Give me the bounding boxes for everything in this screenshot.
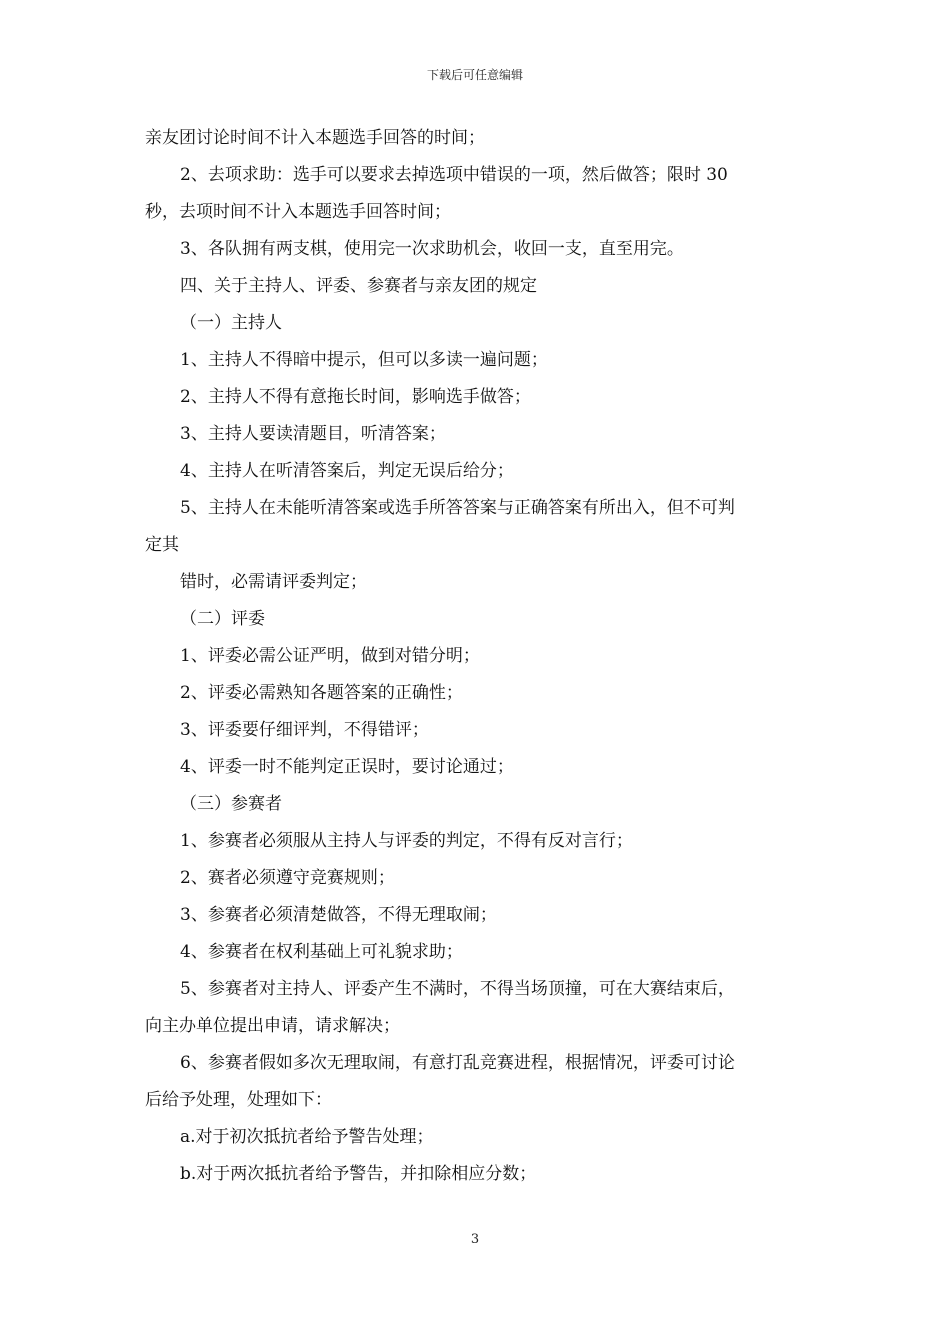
paragraph-line: 1、参赛者必须服从主持人与评委的判定，不得有反对言行； — [180, 831, 633, 851]
paragraph-line: 6、参赛者假如多次无理取闹，有意打乱竞赛进程，根据情况，评委可讨论 — [180, 1053, 735, 1073]
paragraph-line: 1、主持人不得暗中提示，但可以多读一遍问题； — [180, 350, 548, 370]
page-header: 下载后可任意编辑 — [426, 68, 523, 82]
paragraph-line: 2、赛者必须遵守竞赛规则； — [180, 868, 395, 888]
subsection-heading: （二）评委 — [180, 609, 265, 629]
paragraph-line: 2、主持人不得有意拖长时间，影响选手做答； — [180, 387, 531, 407]
paragraph-line: 向主办单位提出申请，请求解决； — [145, 1016, 400, 1036]
paragraph-line: 4、评委一时不能判定正误时，要讨论通过； — [180, 757, 514, 777]
paragraph-line: 3、各队拥有两支棋，使用完一次求助机会，收回一支，直至用完。 — [180, 239, 684, 259]
paragraph-line: b.对于两次抵抗者给予警告，并扣除相应分数； — [180, 1164, 537, 1184]
paragraph-line: a.对于初次抵抗者给予警告处理； — [180, 1127, 434, 1147]
paragraph-line: 1、评委必需公证严明，做到对错分明； — [180, 646, 480, 666]
page-number: 3 — [470, 1232, 480, 1247]
paragraph-line: 5、主持人在未能听清答案或选手所答答案与正确答案有所出入，但不可判 — [180, 498, 735, 518]
paragraph-line: 4、参赛者在权利基础上可礼貌求助； — [180, 942, 463, 962]
subsection-heading: （一）主持人 — [180, 313, 282, 333]
paragraph-line: 3、参赛者必须清楚做答，不得无理取闹； — [180, 905, 497, 925]
paragraph-line: 后给予处理，处理如下： — [145, 1090, 332, 1110]
paragraph-line: 错时，必需请评委判定； — [180, 572, 367, 592]
paragraph-line: 定其 — [145, 535, 179, 555]
section-heading: 四、关于主持人、评委、参赛者与亲友团的规定 — [180, 276, 537, 296]
paragraph-line: 4、主持人在听清答案后，判定无误后给分； — [180, 461, 514, 481]
paragraph-line: 2、评委必需熟知各题答案的正确性； — [180, 683, 463, 703]
paragraph-line: 3、评委要仔细评判，不得错评； — [180, 720, 429, 740]
paragraph-line: 3、主持人要读清题目，听清答案； — [180, 424, 446, 444]
paragraph-line: 2、去项求助：选手可以要求去掉选项中错误的一项，然后做答；限时 30 — [180, 165, 728, 185]
subsection-heading: （三）参赛者 — [180, 794, 282, 814]
paragraph-line: 5、参赛者对主持人、评委产生不满时，不得当场顶撞，可在大赛结束后， — [180, 979, 735, 999]
paragraph-line: 亲友团讨论时间不计入本题选手回答的时间； — [145, 128, 485, 148]
paragraph-line: 秒，去项时间不计入本题选手回答时间； — [145, 202, 451, 222]
